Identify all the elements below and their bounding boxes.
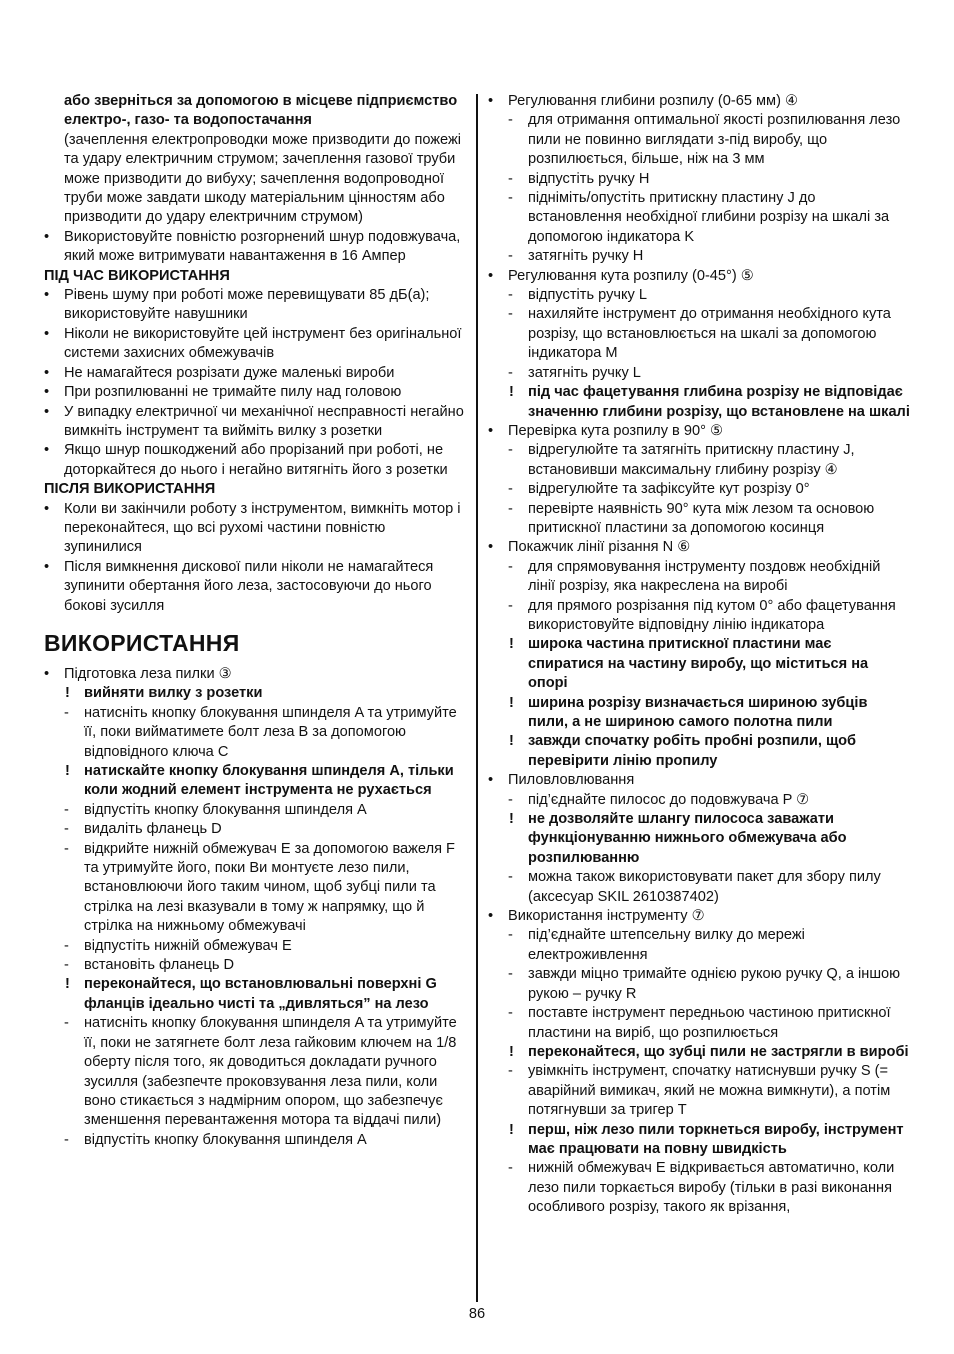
bullet-marker: • (44, 228, 50, 245)
warning-text: натискайте кнопку блокування шпинделя A, тільки коли жодний елемент інструмента не рухається (84, 763, 454, 799)
warning-item (44, 684, 464, 703)
warning-icon: ! (509, 384, 514, 401)
dash-marker: - (508, 442, 513, 459)
dash-text: можна також використовувати пакет для збору пилу (аксесуар SKIL 2610387402) (528, 869, 881, 905)
warning-icon: ! (509, 1121, 514, 1138)
dash-item (44, 956, 464, 975)
dash-item (488, 189, 910, 247)
bullet-item (44, 325, 464, 364)
dash-text: нахиляйте інструмент до отримання необхідного кута розрізу, що встановлюється на шкалі за допомогою індикатора M (528, 306, 891, 362)
dash-marker: - (508, 1005, 513, 1022)
bullet-marker: • (44, 500, 50, 517)
bullet-marker: • (44, 442, 50, 459)
bullet-item (488, 267, 910, 286)
dash-item (44, 704, 464, 762)
dash-item (488, 1159, 910, 1217)
warning-item (488, 383, 910, 422)
bullet-text: Використовуйте повністю розгорнений шнур подовжувача, який може витримувати навантаження в 16 Ампер (64, 228, 461, 265)
bullet-item (44, 441, 464, 480)
dash-text: для спрямовування інструменту поздовж необхідній лінії розрізу, яка накреслена на виробі (528, 558, 881, 595)
dash-text: завжди міцно тримайте однією рукою ручку Q, а іншою рукою – ручку R (528, 966, 901, 1002)
warning-icon: ! (65, 763, 70, 779)
dash-marker: - (508, 791, 513, 808)
bullet-item (44, 558, 464, 616)
dash-text: перевірте наявність 90° кута між лезом та основою притискної пластини за допомогою косинця (528, 500, 875, 536)
subsection-heading: ПІСЛЯ ВИКОРИСТАННЯ (44, 481, 216, 498)
bullet-text: Перевірка кута розпилу в 90° ⑤ (508, 422, 724, 439)
dash-item (44, 840, 464, 937)
dash-text: відпустіть ручку L (528, 287, 647, 304)
bullet-item (488, 907, 910, 926)
dash-marker: - (508, 1160, 513, 1177)
dash-item (488, 364, 910, 383)
dash-item (488, 558, 910, 597)
dash-marker: - (508, 1063, 513, 1080)
warning-icon: ! (509, 1043, 514, 1060)
warning-text: ширина розрізу визначається шириною зубців пили, а не шириною самого полотна пили (528, 694, 868, 730)
warning-text: не дозволяйте шлангу пилососа заважати функціонуванню нижнього обмежувача або розпилюванню (528, 811, 847, 866)
bullet-marker: • (44, 384, 50, 401)
left-column (44, 92, 464, 1150)
warning-item (44, 762, 464, 801)
bullet-marker: • (488, 908, 494, 925)
paragraph (44, 131, 464, 228)
warning-item (488, 635, 910, 693)
dash-text: затягніть ручку L (528, 364, 641, 381)
bullet-text: Регулювання кута розпилу (0-45°) ⑤ (508, 267, 754, 284)
dash-text: відрегулюйте та зафіксуйте кут розрізу 0° (528, 481, 810, 498)
warning-item (488, 694, 910, 733)
dash-item (44, 1131, 464, 1150)
dash-item (488, 170, 910, 189)
dash-text: натисніть кнопку блокування шпинделя A та утримуйте її, поки не затягнете болт леза гайковим ключем на 1/8 оберту після того, як доводиться докладати ручного зусилля (забезпечте проковзування леза пили, коли воно стикається з надмірним опором, що забезпечує зменшення перевантаження мотора та віддачі пили) (84, 1015, 457, 1129)
warning-icon: ! (509, 733, 514, 750)
dash-text: відрегулюйте та затягніть притискну пластину J, встановивши максимальну глибину розрізу ④ (528, 442, 855, 478)
bullet-text: Покажчик лінії різання N ⑥ (508, 539, 691, 556)
dash-item (488, 926, 910, 965)
dash-marker: - (508, 558, 513, 575)
dash-text: для отримання оптимальної якості розпилювання лезо пили не повинно виглядати з-під виробу, що розпилюється, більше, ніж на 3 мм (528, 112, 901, 168)
dash-text: нижній обмежувач E відкривається автоматично, коли лезо пили торкається виробу (тільки в разі виконання особливого розрізу, такого як врізання, (528, 1160, 895, 1216)
warning-text: вийняти вилку з розетки (84, 685, 263, 702)
warning-icon: ! (65, 976, 70, 993)
warning-item (488, 810, 910, 868)
page-number: 86 (468, 1306, 486, 1322)
bullet-text: Не намагайтеся розрізати дуже маленькі вироби (64, 364, 395, 381)
dash-text: під’єднайте пилосос до подовжувача P ⑦ (528, 791, 810, 808)
dash-item (488, 1004, 910, 1043)
bullet-marker: • (488, 267, 494, 284)
dash-text: відкрийте нижній обмежувач E за допомогою важеля F та утримуйте його, поки Ви монтуєте лезо пили, встановлюючи його таким чином, щоб зубці пили та стрілка на лезі вказували в тому ж напрямку, що й стрілка на нижньому обмежувачі (84, 840, 455, 935)
dash-item (488, 791, 910, 810)
bullet-item (44, 383, 464, 402)
dash-item (488, 111, 910, 169)
dash-marker: - (508, 190, 513, 207)
bullet-text: У випадку електричної чи механічної несправності негайно вимкніть інструмент та вийміть вилку з розетки (64, 403, 464, 439)
bullet-marker: • (44, 325, 50, 342)
dash-item (488, 480, 910, 499)
dash-item (488, 868, 910, 907)
dash-marker: - (64, 821, 69, 838)
dash-item (488, 286, 910, 305)
dash-item (44, 937, 464, 956)
dash-marker: - (64, 1131, 69, 1148)
dash-marker: - (508, 500, 513, 517)
bullet-text: При розпилюванні не тримайте пилу над головою (64, 384, 402, 401)
bullet-marker: • (44, 665, 50, 682)
dash-text: під’єднайте штепсельну вилку до мережі електроживлення (528, 927, 805, 963)
dash-marker: - (508, 927, 513, 944)
bullet-text: Якщо шнур пошкоджений або прорізаний при роботі, не доторкайтеся до нього і негайно витягніть його з розетки (64, 442, 448, 478)
bullet-item (44, 364, 464, 383)
dash-item (488, 965, 910, 1004)
bullet-marker: • (44, 364, 50, 381)
dash-text: відпустіть кнопку блокування шпинделя A (84, 801, 367, 818)
bullet-text: Підготовка леза пилки ③ (64, 665, 232, 682)
bullet-marker: • (488, 422, 494, 439)
dash-marker: - (64, 704, 69, 721)
warning-text: переконайтеся, що встановлювальні поверхні G фланців ідеально чисті та „дивляться” на лезо (84, 976, 437, 1012)
dash-text: поставте інструмент передньою частиною притискної пластини на виріб, що розпилюється (528, 1005, 891, 1041)
warning-item (488, 1121, 910, 1160)
dash-item (44, 820, 464, 839)
bullet-item (488, 422, 910, 441)
dash-item (488, 247, 910, 266)
dash-text: відпустіть ручку H (528, 170, 650, 187)
dash-marker: - (508, 869, 513, 886)
dash-marker: - (508, 287, 513, 304)
bullet-text: Після вимкнення дискової пили ніколи не намагайтеся зупинити обертання його леза, застосовуючи до нього бокові зусилля (64, 558, 434, 614)
bullet-marker: • (488, 93, 494, 109)
warning-icon: ! (509, 811, 514, 828)
bullet-item (488, 92, 910, 111)
dash-text: затягніть ручку H (528, 248, 644, 265)
warning-item (488, 732, 910, 771)
dash-marker: - (508, 112, 513, 129)
warning-item (488, 1043, 910, 1062)
bullet-text: Ніколи не використовуйте цей інструмент без оригінальної системи захисних обмежувачів (64, 325, 462, 362)
bullet-text: Рівень шуму при роботі може перевищувати 85 дБ(а); використовуйте навушники (64, 287, 430, 323)
bullet-item (44, 500, 464, 558)
bullet-marker: • (44, 558, 50, 575)
dash-marker: - (508, 966, 513, 983)
warning-text: завжди спочатку робіть пробні розпили, щоб перевірити лінію пропилу (528, 733, 857, 769)
dash-marker: - (508, 481, 513, 498)
dash-text: відпустіть нижній обмежувач E (84, 937, 292, 954)
warning-text: переконайтеся, що зубці пили не застрягли в виробі (528, 1043, 909, 1060)
dash-marker: - (508, 306, 513, 323)
bullet-item (488, 771, 910, 790)
dash-text: видаліть фланець D (84, 821, 222, 838)
bullet-item (488, 538, 910, 557)
warning-icon: ! (65, 685, 70, 702)
warning-icon: ! (509, 636, 514, 653)
dash-marker: - (64, 957, 69, 974)
column-divider (476, 94, 478, 1302)
bullet-marker: • (44, 403, 50, 420)
dash-marker: - (508, 364, 513, 381)
bullet-text: Коли ви закінчили роботу з інструментом, вимкніть мотор і переконайтеся, що всі рухомі частини повністю зупинилися (64, 500, 461, 556)
section-heading: ВИКОРИСТАННЯ (44, 629, 240, 656)
dash-item (488, 597, 910, 636)
dash-marker: - (508, 248, 513, 265)
dash-marker: - (64, 1015, 69, 1032)
bullet-item (44, 403, 464, 442)
right-column (488, 92, 910, 1218)
paragraph-text: (зачеплення електропроводки може призводити до пожежі та удару електричним струмом; зачеплення газової труби може призводити до вибуху; sачеплення водопроводної труби може завдати шкоду матеріальним цінностям або призводити до удару електричним струмом) (64, 131, 462, 226)
paragraph (44, 92, 464, 131)
dash-item (488, 441, 910, 480)
warning-icon: ! (509, 694, 514, 711)
dash-text: встановіть фланець D (84, 957, 235, 974)
dash-text: увімкніть інструмент, спочатку натиснувши ручку S (= аварійний вимикач, який не можна вимкнути), а потім потягнувши за тригер T (528, 1063, 891, 1119)
dash-text: відпустіть кнопку блокування шпинделя A (84, 1131, 367, 1148)
dash-marker: - (64, 801, 69, 818)
bullet-text: Використання інструменту ⑦ (508, 908, 705, 925)
dash-text: натисніть кнопку блокування шпинделя A та утримуйте її, поки вийматимете болт леза B за допомогою відповідного ключа C (84, 704, 457, 760)
warning-item (44, 975, 464, 1014)
bullet-marker: • (488, 539, 494, 556)
bullet-text: Регулювання глибини розпилу (0-65 мм) ④ (508, 93, 799, 109)
bullet-item (44, 228, 464, 267)
bullet-marker: • (488, 772, 494, 789)
bullet-text: Пиловловлювання (508, 772, 635, 789)
dash-marker: - (508, 597, 513, 614)
dash-text: для прямого розрізання під кутом 0° або фацетування використовуйте відповідну лінію індикатора (528, 597, 896, 633)
dash-marker: - (64, 840, 69, 857)
bullet-item (44, 286, 464, 325)
dash-marker: - (508, 170, 513, 187)
dash-item (44, 1014, 464, 1130)
dash-item (488, 1062, 910, 1120)
warning-text: під час фацетування глибина розрізу не відповідає значенню глибини розрізу, що встановлене на шкалі (528, 384, 910, 420)
dash-item (44, 801, 464, 820)
subsection-heading: ПІД ЧАС ВИКОРИСТАННЯ (44, 267, 230, 284)
dash-text: підніміть/опустіть притискну пластину J до встановлення необхідної глибини розрізу на шкалі за допомогою індикатора K (528, 190, 890, 245)
dash-marker: - (64, 937, 69, 954)
dash-item (488, 500, 910, 539)
warning-text: перш, ніж лезо пили торкнеться виробу, інструмент має працювати на повну швидкість (528, 1121, 904, 1157)
bullet-marker: • (44, 287, 50, 304)
paragraph-text: або зверніться за допомогою в місцеве підприємство електро-, газо- та водопостачання (64, 93, 458, 129)
warning-text: широка частина притискної пластини має спиратися на частину виробу, що міститься на опорі (528, 636, 869, 692)
dash-item (488, 305, 910, 363)
bullet-item (44, 665, 464, 684)
